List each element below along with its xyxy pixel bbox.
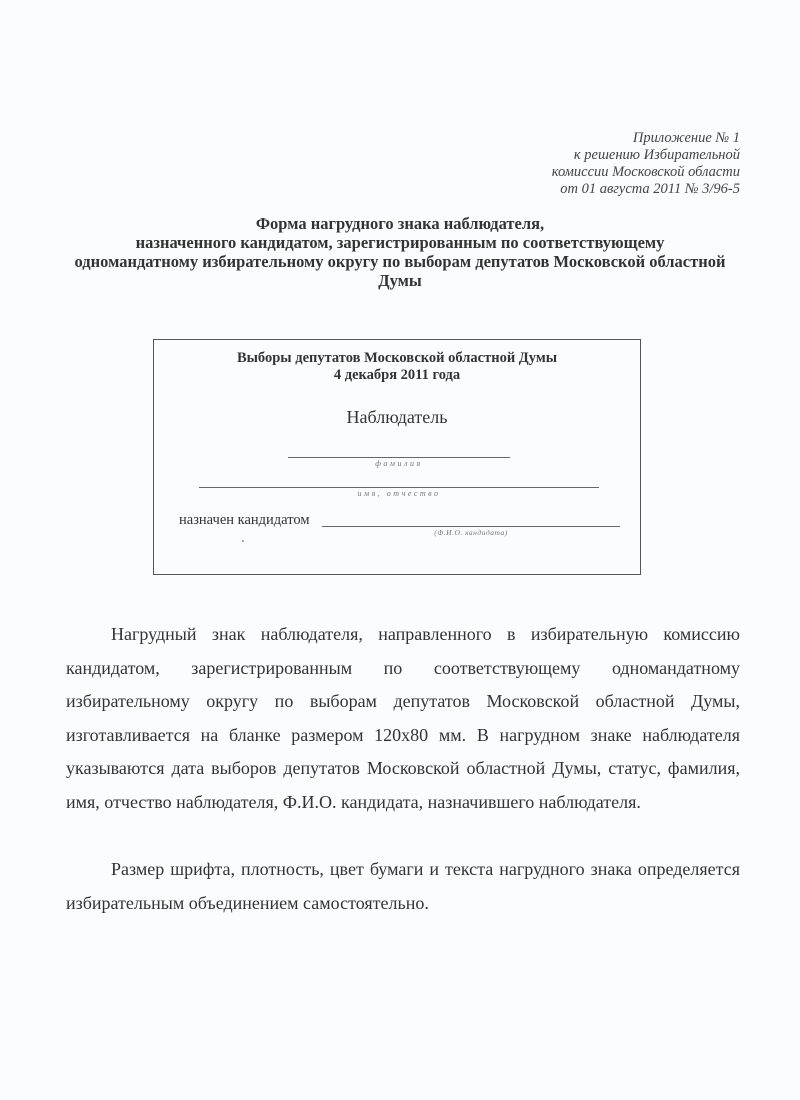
annex-reference (552, 130, 740, 198)
badge-form (153, 339, 641, 575)
title-line: назначенного кандидатом, зарегистрированным по соответствующему (135, 233, 665, 252)
body-paragraph-2 (66, 853, 740, 920)
annex-line: Приложение № 1 (632, 130, 740, 146)
annex-line: комиссии Московской области (551, 164, 740, 180)
title-line: одномандатному избирательному округу по выборам депутатов Московской областной (74, 252, 726, 271)
surname-line (288, 457, 510, 458)
body-paragraph-1 (66, 618, 740, 819)
candidate-line (322, 526, 620, 527)
name-caption: имя, отчество (357, 489, 441, 498)
title-line: Форма нагрудного знака наблюдателя, (255, 214, 545, 233)
speck (242, 540, 244, 542)
name-line (199, 487, 599, 488)
surname-caption: фамилия (375, 459, 423, 468)
badge-election-title: Выборы депутатов Московской областной Думы (236, 350, 558, 366)
badge-role: Наблюдатель (346, 407, 448, 427)
paragraph-text: Нагрудный знак наблюдателя, направленного в избирательную комиссию кандидатом, зарегистрированным по соответствующему одномандатному избирательному округу по выборам депутатов Московской областной Думы, изготавливается на бланке размером 120х80 мм. В нагрудном знаке наблюдателя указываются дата выборов депутатов Московской областной Думы, статус, фамилия, имя, отчество наблюдателя, Ф.И.О. кандидата, назначившего наблюдателя. (66, 624, 740, 812)
paragraph-text: Размер шрифта, плотность, цвет бумаги и текста нагрудного знака определяется избирательным объединением самостоятельно. (66, 859, 740, 913)
document-title (30, 214, 770, 290)
annex-line: к решению Избирательной (573, 147, 740, 163)
candidate-caption: (Ф.И.О. кандидата) (434, 528, 508, 537)
badge-election-heading (154, 350, 640, 384)
annex-line: от 01 августа 2011 № 3/96-5 (560, 181, 740, 197)
badge-election-date: 4 декабря 2011 года (333, 367, 461, 383)
title-line: Думы (378, 271, 422, 290)
appointed-label: назначен кандидатом (179, 512, 310, 528)
